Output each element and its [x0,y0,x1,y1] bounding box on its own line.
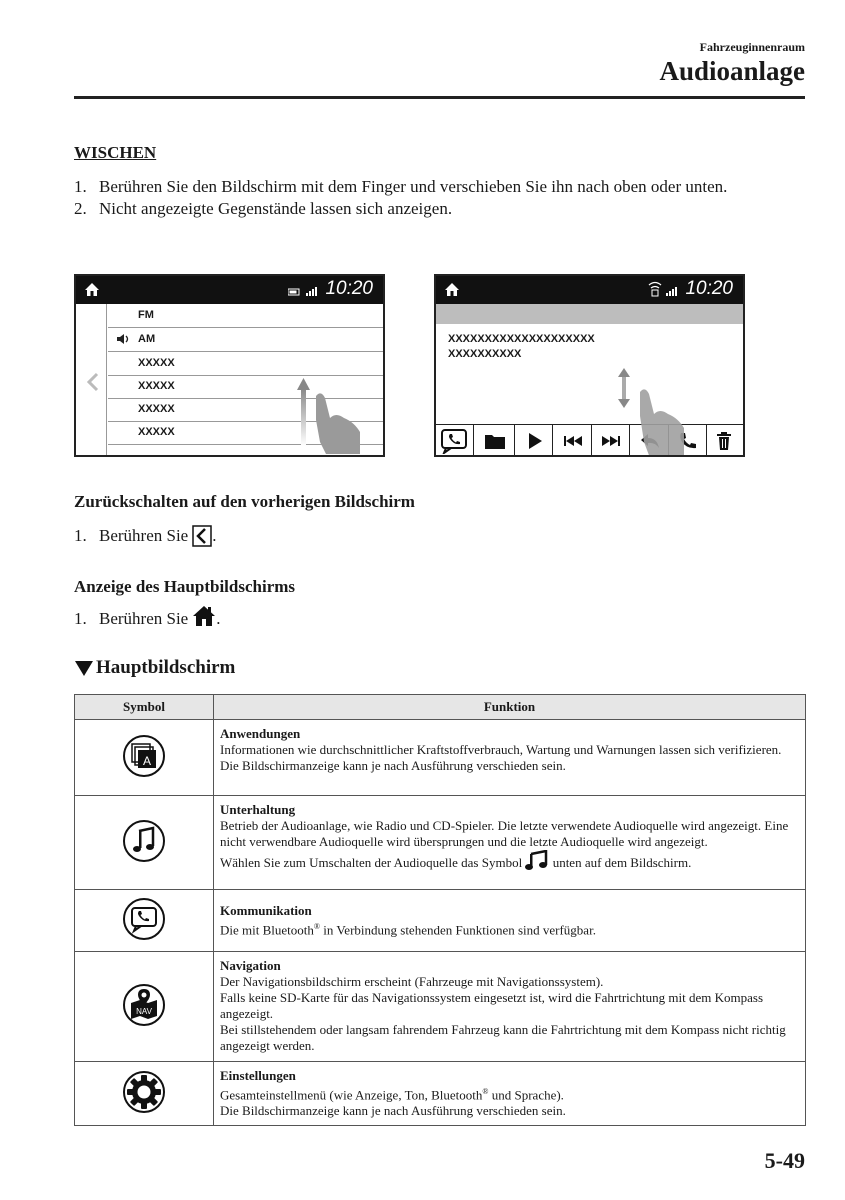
back-chevron-icon[interactable] [86,372,100,392]
swipe-gesture-icon [296,376,366,456]
applications-icon [122,734,166,778]
home-icon [84,282,100,297]
step-text: Berühren Sie [99,609,189,628]
function-text-with-icon: Wählen Sie zum Umschalten der Audioquelle das Symbol unten auf dem Bildschirm. [220,850,799,871]
function-text: Die Bildschirmanzeige kann je nach Ausführung verschieden sein. [220,1103,566,1119]
page-number: 5-49 [764,1148,805,1173]
svg-text:NAV: NAV [136,1006,152,1016]
step-number: 1. [74,609,87,628]
page-title: Audioanlage [659,56,805,86]
list-screen-illustration [74,274,385,457]
list-item[interactable]: XXXXX [108,398,383,422]
column-header-symbol: Symbol [75,695,214,720]
table-header-row [75,695,806,720]
function-title: Unterhaltung [220,802,296,817]
step-number: 2. [74,199,87,218]
home-icon [192,605,216,627]
table-row [75,952,806,1062]
status-bar [76,276,383,304]
triangle-bullet-icon [74,659,94,677]
sidebar-divider [106,304,107,455]
table-row [75,796,806,890]
scroll-arrows-icon [616,368,632,408]
settings-gear-icon [122,1070,166,1114]
function-text: Informationen wie durchschnittlicher Kraftstoffverbrauch, Wartung und Warnungen lassen sich verifizieren. [220,742,782,757]
home-icon [444,282,460,297]
wischen-heading: WISCHEN [74,143,157,162]
function-title: Einstellungen [220,1068,296,1083]
column-header-function: Funktion [214,695,806,720]
step-number: 1. [74,177,87,196]
step-end: . [216,609,221,628]
wifi-signal-icon [648,280,682,297]
svg-text:A: A [142,753,152,768]
chapter-kicker: Fahrzeuginnenraum [699,40,805,54]
function-text: Der Navigationsbildschirm erscheint (Fahrzeuge mit Navigationssystem). [220,974,604,989]
clock-time: 10:20 [325,278,373,299]
function-text: Falls keine SD-Karte für das Navigationssystem eingesetzt ist, wird die Fahrtrichtung mit dem Kompass angezeigt. [220,990,764,1021]
home-step [74,605,220,630]
function-text: Die mit Bluetooth® in Verbindung stehenden Funktionen sind verfügbar. [220,921,596,938]
function-text: Bei stillstehendem oder langsam fahrendem Fahrzeug kann die Fahrtrichtung mit dem Kompass nicht richtig angezeigt werden. [220,1022,786,1053]
status-bar [436,276,743,304]
step-text: Berühren Sie [99,526,189,545]
text-screen-illustration [434,274,745,457]
function-table [74,694,806,1126]
next-track-icon[interactable] [601,435,621,447]
function-title: Navigation [220,958,281,973]
step-item [74,198,794,220]
step-number: 1. [74,526,87,545]
table-row [75,890,806,952]
function-text: Betrieb der Audioanlage, wie Radio und CD-Spieler. Die letzte verwendete Audioquelle wird angezeigt. Eine nicht verwendbare Audioquelle wird übersprungen und die letzte Audioquelle wird angezeigt. [220,818,789,849]
communication-icon [122,897,166,941]
list-item[interactable]: XXXXX [108,375,383,399]
battery-signal-icon [288,287,322,297]
previous-track-icon[interactable] [563,435,583,447]
function-title: Kommunikation [220,902,312,918]
function-text: Gesamteinstellmenü (wie Anzeige, Ton, Bluetooth® und Sprache). [220,1087,564,1103]
function-text: Die Bildschirmanzeige kann je nach Ausführung verschieden sein. [220,758,566,773]
wischen-steps [74,176,794,220]
main-screen-heading: Hauptbildschirm [74,657,235,679]
back-step [74,525,216,547]
list-item[interactable]: AM [108,328,383,352]
music-note-icon [525,850,549,870]
communication-icon[interactable] [440,428,470,454]
list-item[interactable]: XXXXX [108,421,383,445]
list-item[interactable]: FM [108,304,383,328]
step-item [74,176,794,198]
folder-icon[interactable] [484,432,506,450]
clock-time: 10:20 [685,278,733,299]
step-text: Berühren Sie den Bildschirm mit dem Finger und verschieben Sie ihn nach oben oder unten. [99,177,728,196]
list-item[interactable]: XXXXX [108,352,383,376]
table-row [75,720,806,796]
back-chevron-icon [192,525,212,547]
play-icon[interactable] [526,432,544,450]
navigation-icon [122,983,166,1027]
home-heading: Anzeige des Hauptbildschirms [74,577,296,596]
bottom-toolbar [436,425,743,457]
speaker-icon [116,333,130,345]
gray-banner [436,304,743,324]
music-note-icon [122,819,166,863]
step-text: Nicht angezeigte Gegenstände lassen sich anzeigen. [99,199,453,218]
step-end: . [212,526,217,545]
function-title: Anwendungen [220,726,301,741]
delete-icon[interactable] [716,431,732,451]
tap-gesture-icon [636,386,696,457]
back-heading: Zurückschalten auf den vorherigen Bildschirm [74,492,415,511]
header-rule [74,96,805,99]
content-text: XXXXXXXXXXXXXXXXXXXX XXXXXXXXXX [448,333,595,360]
table-row [75,1062,806,1126]
